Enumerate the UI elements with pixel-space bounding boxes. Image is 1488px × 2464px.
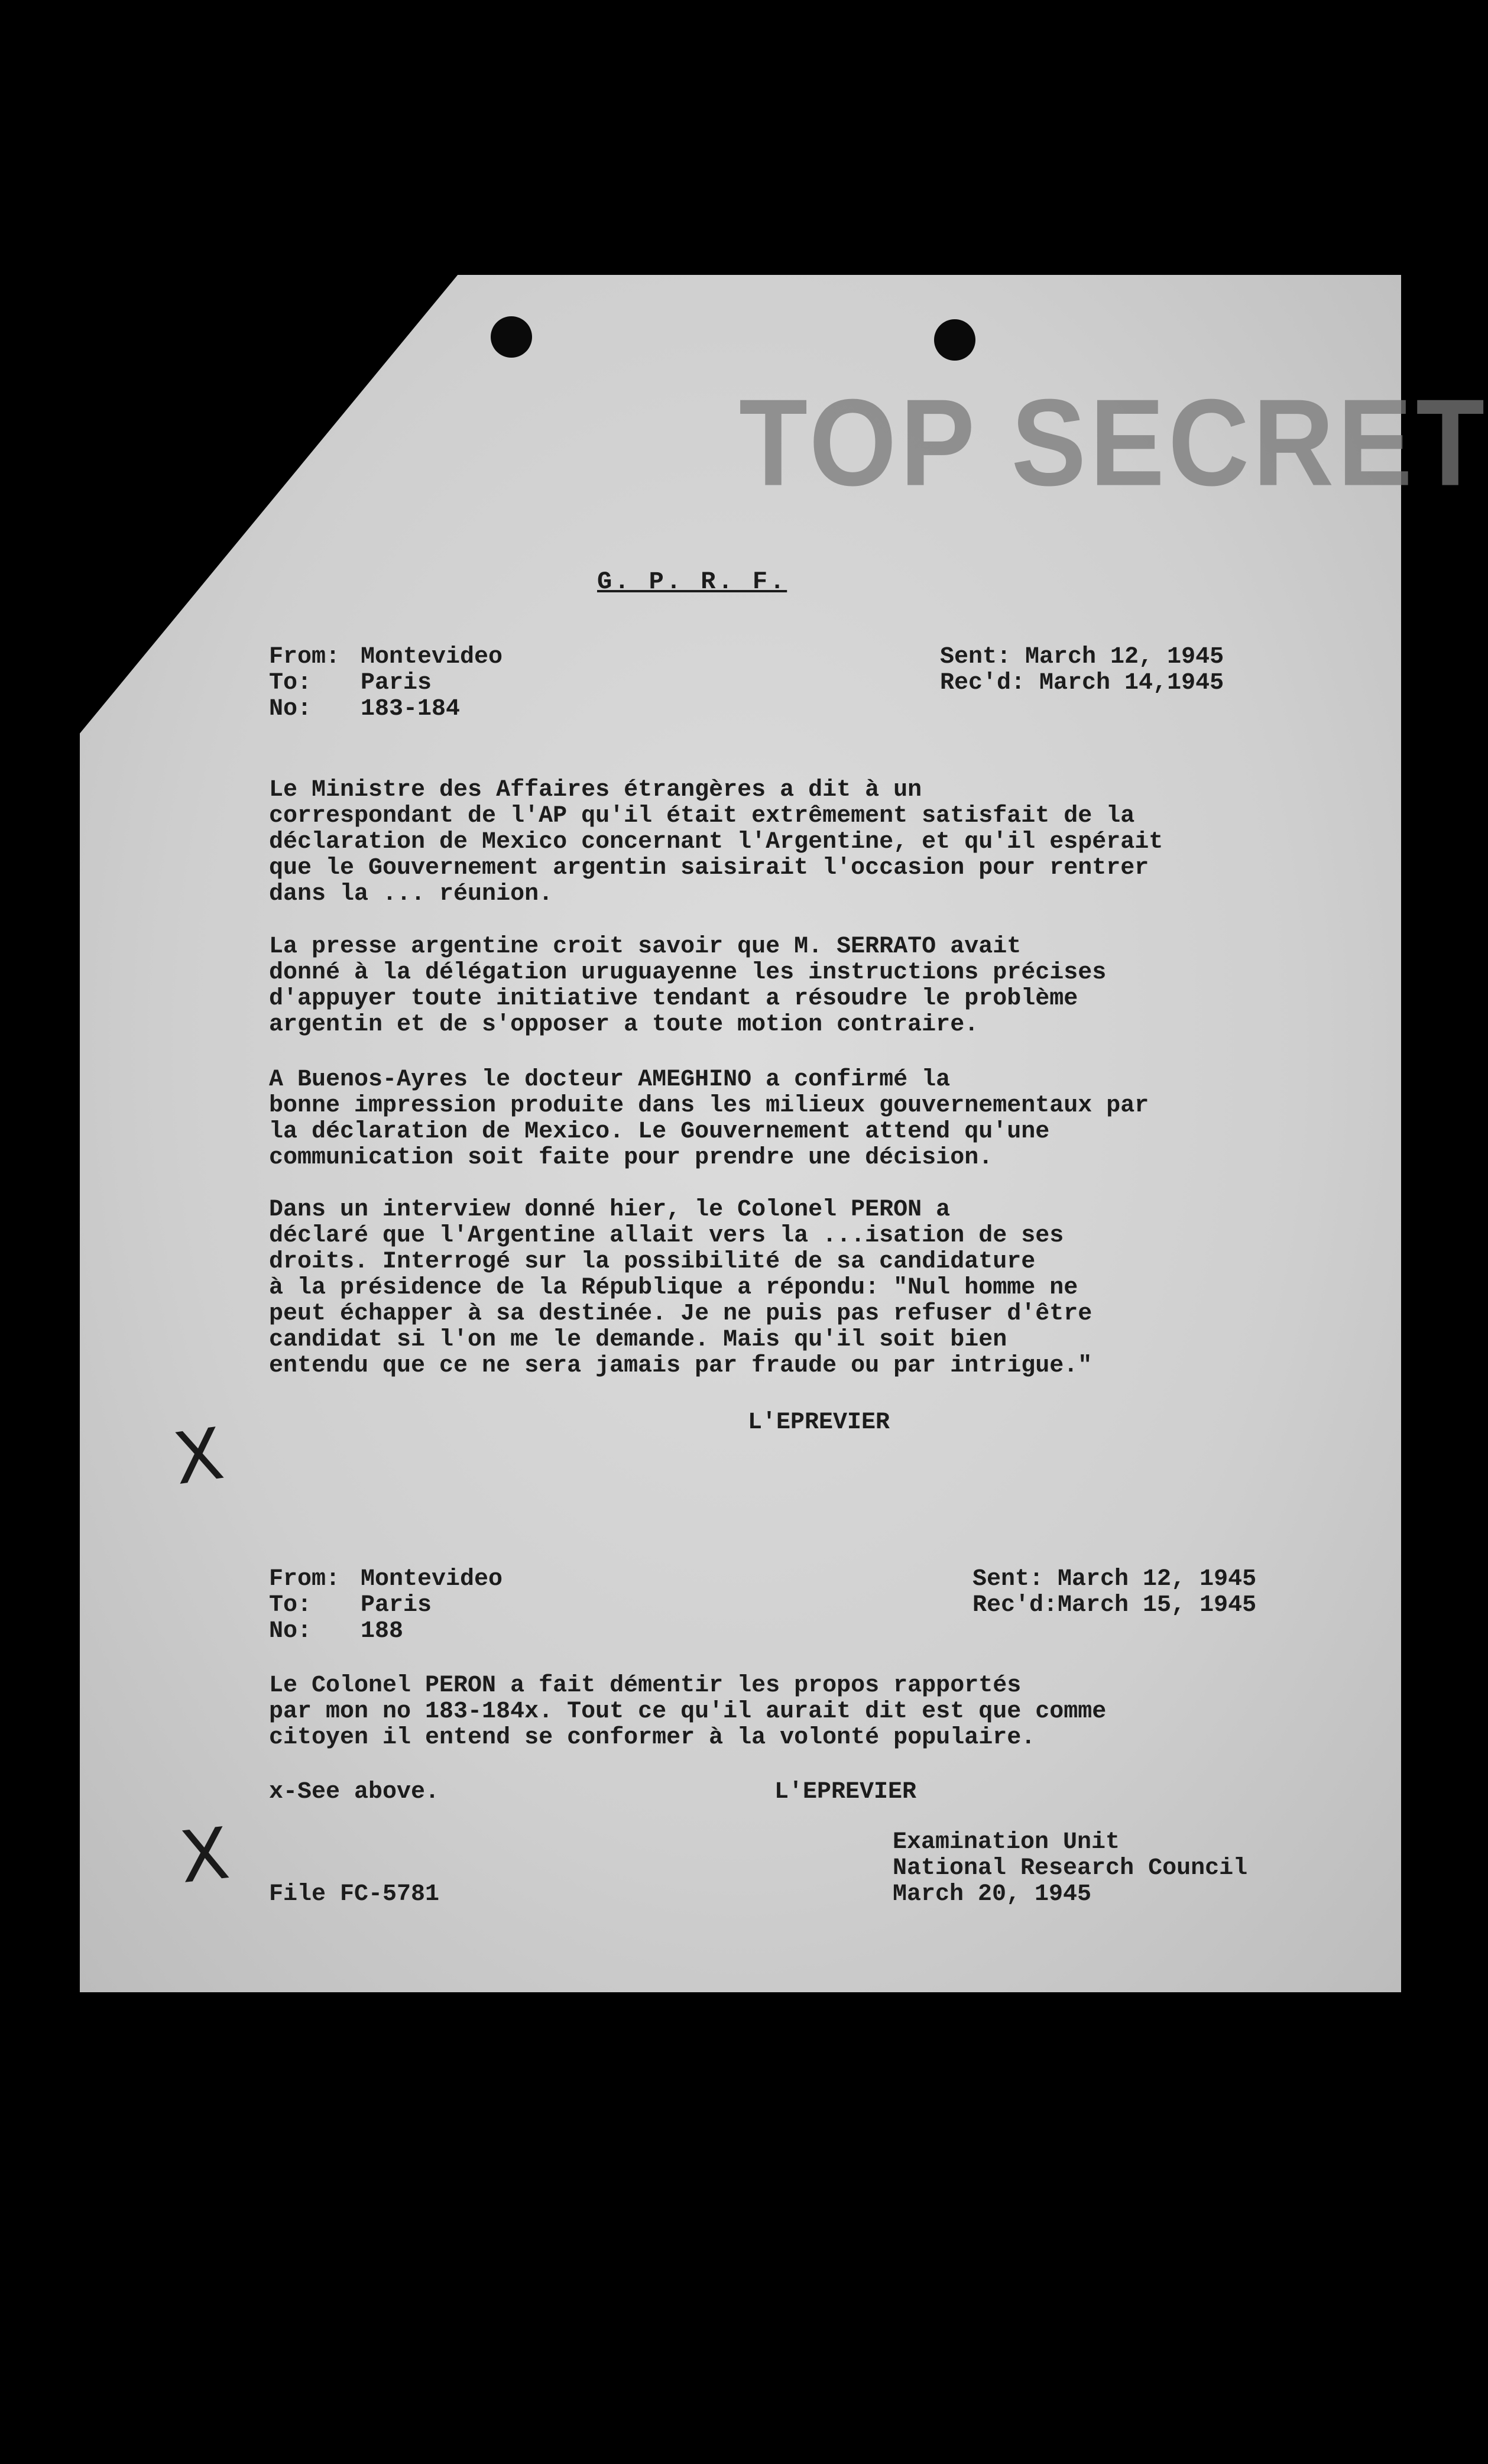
msg1-from-label: From:: [269, 644, 341, 670]
top-secret-stamp: TOP SECRET: [739, 374, 1488, 512]
footer-date: March 20, 1945: [893, 1881, 1092, 1908]
msg2-from: Montevideo: [361, 1566, 503, 1593]
document-header: G. P. R. F.: [597, 568, 787, 596]
msg2-to-label: To:: [269, 1592, 312, 1619]
research-council: National Research Council: [893, 1855, 1248, 1882]
msg1-paragraph-3: A Buenos-Ayres le docteur AMEGHINO a confirmé la bonne impression produite dans les milieux gouvernementaux par la déclaration de Mexico. Le Gouvernement attend qu'une communication soit faite pour prendre une décision.: [269, 1066, 1149, 1171]
msg1-signature: L'EPREVIER: [748, 1409, 890, 1436]
handwritten-x-mark-2: X: [176, 1813, 234, 1899]
msg1-from: Montevideo: [361, 644, 503, 670]
file-number: File FC-5781: [269, 1881, 440, 1908]
msg2-sent: Sent: March 12, 1945: [972, 1566, 1257, 1593]
msg2-no: 188: [361, 1618, 404, 1645]
msg1-to-label: To:: [269, 670, 312, 696]
msg2-signature: L'EPREVIER: [774, 1779, 917, 1805]
handwritten-x-mark: X: [168, 1412, 229, 1502]
msg1-paragraph-4: Dans un interview donné hier, le Colonel PERON a déclaré que l'Argentine allait vers la ...isation de ses droits. Interrogé sur la possibilité de sa candidature à la présidence de la République a répondu: "Nul homme ne peut échapper à sa destinée. Je ne puis pas refuser d'être candidat si l'on me le demande. Mais qu'il soit bien entendu que ce ne sera jamais par fraude ou par intrigue.": [269, 1197, 1093, 1379]
msg1-paragraph-1: Le Ministre des Affaires étrangères a dit à un correspondant de l'AP qu'il était extrêmement satisfait de la déclaration de Mexico concernant l'Argentine, et qu'il espérait que le Gouvernement argentin saisirait l'occasion pour rentrer dans la ... réunion.: [269, 777, 1163, 907]
msg1-no: 183-184: [361, 696, 461, 722]
msg2-to: Paris: [361, 1592, 432, 1619]
msg1-to: Paris: [361, 670, 432, 696]
msg2-recd: Rec'd:March 15, 1945: [972, 1592, 1257, 1619]
msg2-from-label: From:: [269, 1566, 341, 1593]
msg2-no-label: No:: [269, 1618, 312, 1645]
punch-hole-left: [491, 316, 532, 358]
msg1-recd: Rec'd: March 14,1945: [940, 670, 1224, 696]
msg1-sent: Sent: March 12, 1945: [940, 644, 1224, 670]
examination-unit: Examination Unit: [893, 1829, 1120, 1856]
msg2-note: x-See above.: [269, 1779, 440, 1805]
msg1-paragraph-2: La presse argentine croit savoir que M. SERRATO avait donné à la délégation uruguayenne les instructions précises d'appuyer toute initiative tendant a résoudre le problème argentin et de s'opposer a toute motion contraire.: [269, 933, 1107, 1038]
punch-hole-right: [934, 319, 975, 361]
msg1-no-label: No:: [269, 696, 312, 722]
msg2-paragraph: Le Colonel PERON a fait démentir les propos rapportés par mon no 183-184x. Tout ce qu'il aurait dit est que comme citoyen il entend se conformer à la volonté populaire.: [269, 1672, 1107, 1751]
